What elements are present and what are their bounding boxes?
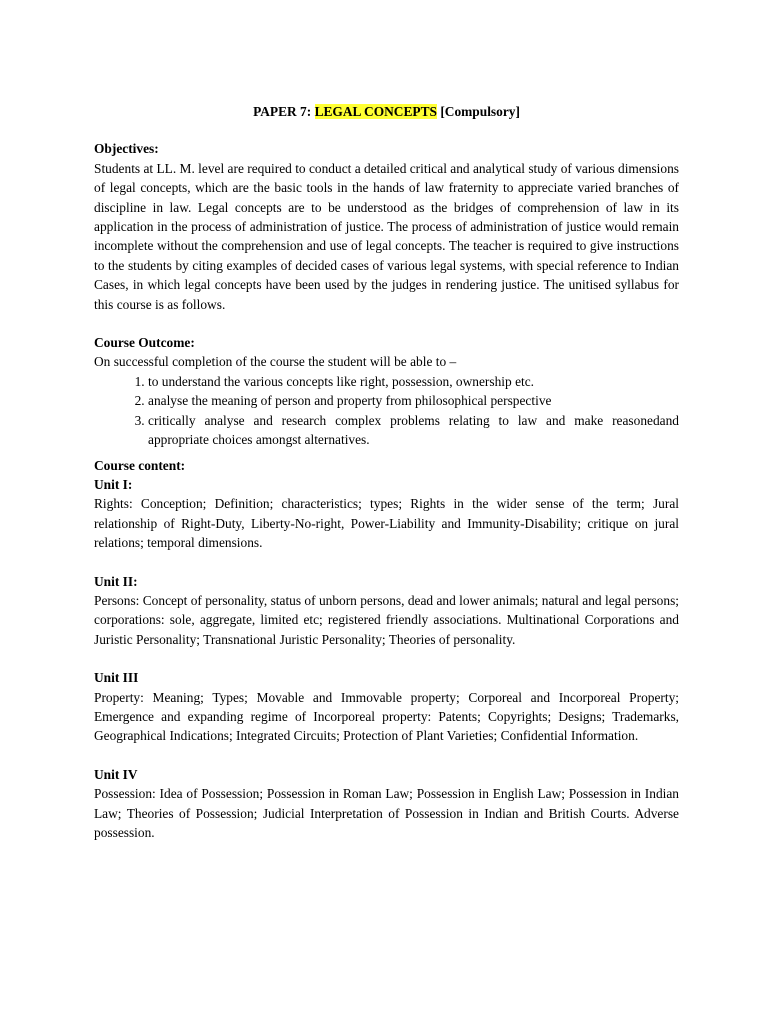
unit-4-heading: Unit IV <box>94 766 138 782</box>
list-item: 1. to understand the various concepts like right, possession, ownership etc. <box>148 372 679 391</box>
title-highlight: LEGAL CONCEPTS <box>314 104 437 119</box>
course-outcome-intro: On successful completion of the course the student will be able to – <box>94 354 457 370</box>
course-outcome-heading: Course Outcome: <box>94 335 195 351</box>
course-content-heading: Course content: <box>94 457 186 473</box>
unit-4-text: Possession: Idea of Possession; Possession in Roman Law; Possession in English Law; Possession in Indian Law; Theories of Possession; Judicial Interpretation of Possession in Indian and British Courts. Adverse possession. <box>94 786 679 840</box>
unit-3-heading: Unit III <box>94 670 139 686</box>
unit-1-heading: Unit I: <box>94 476 133 492</box>
list-item: 3. critically analyse and research complex problems relating to law and make reasonedand appropriate choices amongst alternatives. <box>148 411 679 450</box>
course-outcome-list <box>94 372 679 450</box>
document-page <box>94 102 679 842</box>
unit-1-text: Rights: Conception; Definition; characteristics; types; Rights in the wider sense of the term; Jural relationship of Right-Duty, Liberty-No-right, Power-Liability and Immunity-Disability; critique on jural relations; temporal dimensions. <box>94 496 679 551</box>
unit-2-heading: Unit II: <box>94 573 138 589</box>
document-title <box>94 102 679 121</box>
objectives-heading: Objectives: <box>94 141 159 157</box>
title-suffix: [Compulsory] <box>436 104 520 119</box>
unit-3-text: Property: Meaning; Types; Movable and Immovable property; Corporeal and Incorporeal Property; Emergence and expanding regime of Incorporeal property: Patents; Copyrights; Designs; Trademarks, Geographical Indications; Integrated Circuits; Protection of Plant Varieties; Confidential Information. <box>94 689 679 744</box>
unit-2-text: Persons: Concept of personality, status of unborn persons, dead and lower animals; natural and legal persons; corporations: sole, aggregate, limited etc; registered friendly associations. Multinational Corporations and Juristic Personality; Transnational Juristic Personality; Theories of personality. <box>94 592 679 647</box>
list-item: 2. analyse the meaning of person and property from philosophical perspective <box>148 391 679 410</box>
title-prefix: PAPER 7: <box>253 104 315 119</box>
objectives-text: Students at LL. M. level are required to conduct a detailed critical and analytical study of various dimensions of legal concepts, which are the basic tools in the hands of law fraternity to appreciate varied branches of discipline in law. Legal concepts are to be understood as the bridges of comprehension of law in its application in the process of administration of justice. The process of administration of justice would remain incomplete without the comprehension and use of legal concepts. The teacher is required to give instructions to the students by citing examples of decided cases of various legal systems, with special reference to Indian Cases, in which legal concepts have been used by the judges in rendering justice. The unitised syllabus for this course is as follows. <box>94 160 679 312</box>
